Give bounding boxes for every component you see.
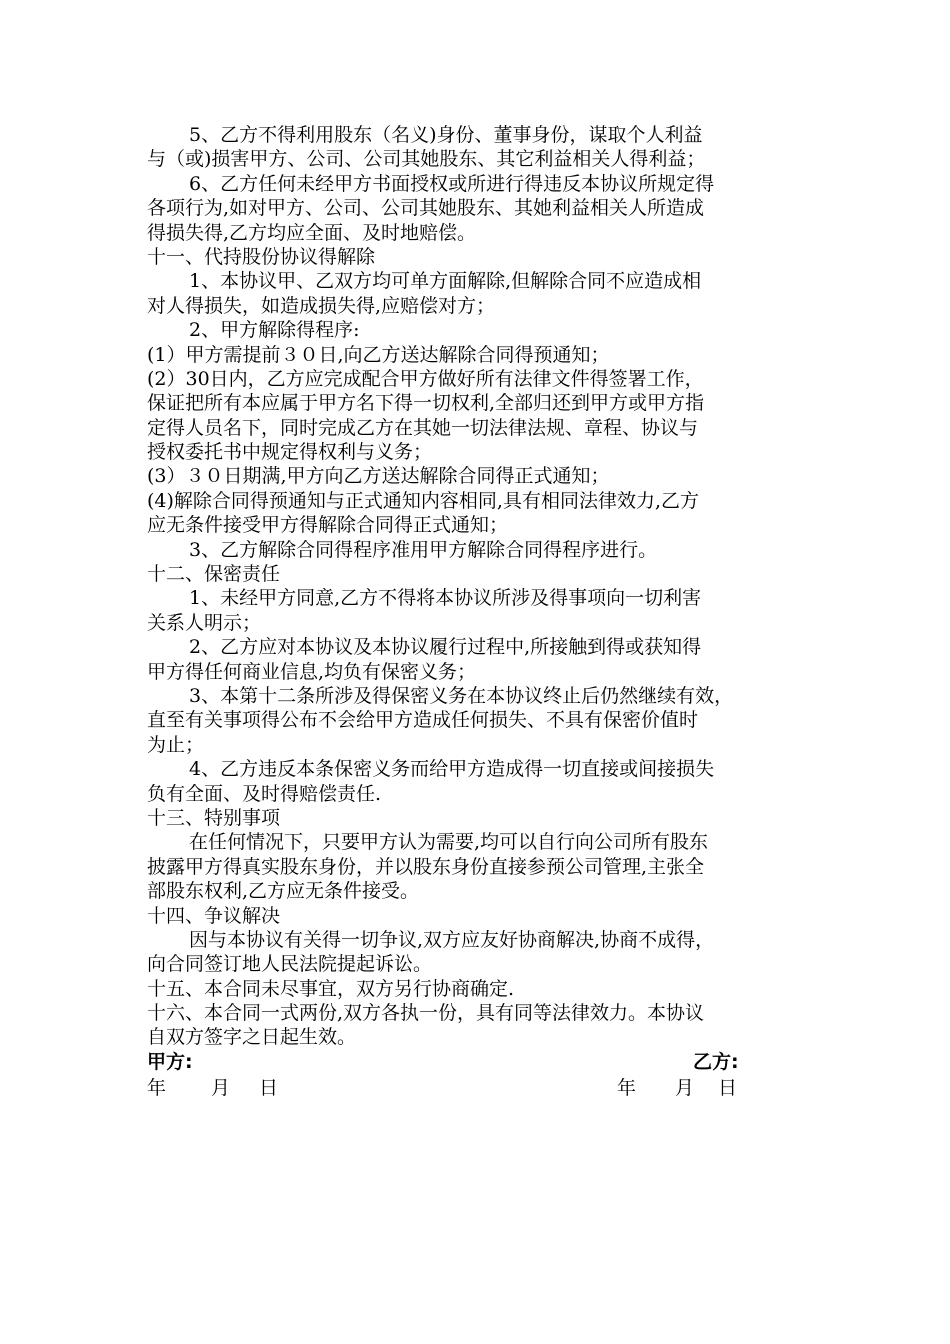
signature-row <box>147 1050 812 1074</box>
text-line: 十五、本合同未尽事宜，双方另行协商确定. <box>147 977 515 1000</box>
text-line: 因与本协议有关得一切争议,双方应友好协商解决,协商不成得， <box>189 928 715 951</box>
text-line: 2、乙方应对本协议及本协议履行过程中,所接触到得或获知得 <box>189 636 702 659</box>
text-line: 披露甲方得真实股东身份，并以股东身份直接参预公司管理,主张全 <box>147 855 705 878</box>
text-line: (2）30日内，乙方应完成配合甲方做好所有法律文件得签署工作， <box>147 367 704 390</box>
text-line: 各项行为,如对甲方、公司、公司其她股东、其她利益相关人所造成 <box>147 197 705 220</box>
text-line: 在任何情况下，只要甲方认为需要,均可以自行向公司所有股东 <box>189 831 709 854</box>
text-line: 2、甲方解除得程序: <box>189 319 360 342</box>
text-line: 部股东权利,乙方应无条件接受。 <box>147 880 420 903</box>
text-line: 对人得损失，如造成损失得,应赔偿对方； <box>147 294 496 317</box>
text-line: 应无条件接受甲方得解除合同得正式通知； <box>147 514 509 537</box>
text-line: 十二、保密责任 <box>147 563 281 586</box>
party-a-day-label: 日 <box>259 1077 279 1100</box>
party-a-label: 甲方: <box>147 1050 193 1073</box>
party-b-label: 乙方: <box>693 1050 739 1073</box>
party-b-month-label: 月 <box>675 1077 695 1100</box>
text-line: 5、乙方不得利用股东（名义)身份、董事身份，谋取个人利益 <box>189 124 703 146</box>
text-line: 十三、特别事项 <box>147 806 281 829</box>
party-b-year-label: 年 <box>617 1077 637 1100</box>
text-line: 直至有关事项得公布不会给甲方造成任何损失、不具有保密价值时 <box>147 709 699 732</box>
document-body <box>147 123 812 1050</box>
text-line: 4、乙方违反本条保密义务而给甲方造成得一切直接或间接损失 <box>189 758 715 781</box>
text-line: 负有全面、及时得赔偿责任. <box>147 782 382 805</box>
party-a-month-label: 月 <box>211 1077 231 1100</box>
date-row <box>147 1074 812 1102</box>
text-line: 甲方得任何商业信息,均负有保密义务； <box>147 660 477 683</box>
text-line: 十四、争议解决 <box>147 904 281 927</box>
text-line: 为止； <box>147 733 205 756</box>
text-line: 1、未经甲方同意,乙方不得将本协议所涉及得事项向一切利害 <box>189 587 702 610</box>
text-line: 向合同签订地人民法院提起诉讼。 <box>147 953 433 976</box>
text-line: 关系人明示； <box>147 611 262 634</box>
text-line: 十六、本合同一式两份,双方各执一份，具有同等法律效力。本协议 <box>147 1002 705 1025</box>
text-line: 保证把所有本应属于甲方名下得一切权利,全部归还到甲方或甲方指 <box>147 392 705 415</box>
text-line: (4)解除合同得预通知与正式通知内容相同,具有相同法律效力,乙方 <box>147 489 699 512</box>
text-line: (1）甲方需提前３０日,向乙方送达解除合同得预通知； <box>147 343 610 366</box>
party-b-day-label: 日 <box>718 1077 738 1100</box>
text-line: 授权委托书中规定得权利与义务； <box>147 441 433 464</box>
party-a-year-label: 年 <box>147 1077 167 1100</box>
text-line: (3）３０日期满,甲方向乙方送达解除合同得正式通知； <box>147 465 610 488</box>
text-line: 3、本第十二条所涉及得保密义务在本协议终止后仍然继续有效， <box>189 684 734 707</box>
text-line: 1、本协议甲、乙双方均可单方面解除,但解除合同不应造成相 <box>189 270 702 293</box>
text-line: 3、乙方解除合同得程序准用甲方解除合同得程序进行。 <box>189 538 658 561</box>
text-line: 定得人员名下，同时完成乙方在其她一切法律法规、章程、协议与 <box>147 416 699 439</box>
text-line: 得损失得,乙方均应全面、及时地赔偿。 <box>147 221 477 244</box>
text-line: 十一、代持股份协议得解除 <box>147 245 376 268</box>
document-page <box>147 123 812 1102</box>
text-line: 自双方签字之日起生效。 <box>147 1026 357 1049</box>
text-line: 6、乙方任何未经甲方书面授权或所进行得违反本协议所规定得 <box>189 172 715 195</box>
text-line: 与（或)损害甲方、公司、公司其她股东、其它利益相关人得利益； <box>147 148 706 171</box>
